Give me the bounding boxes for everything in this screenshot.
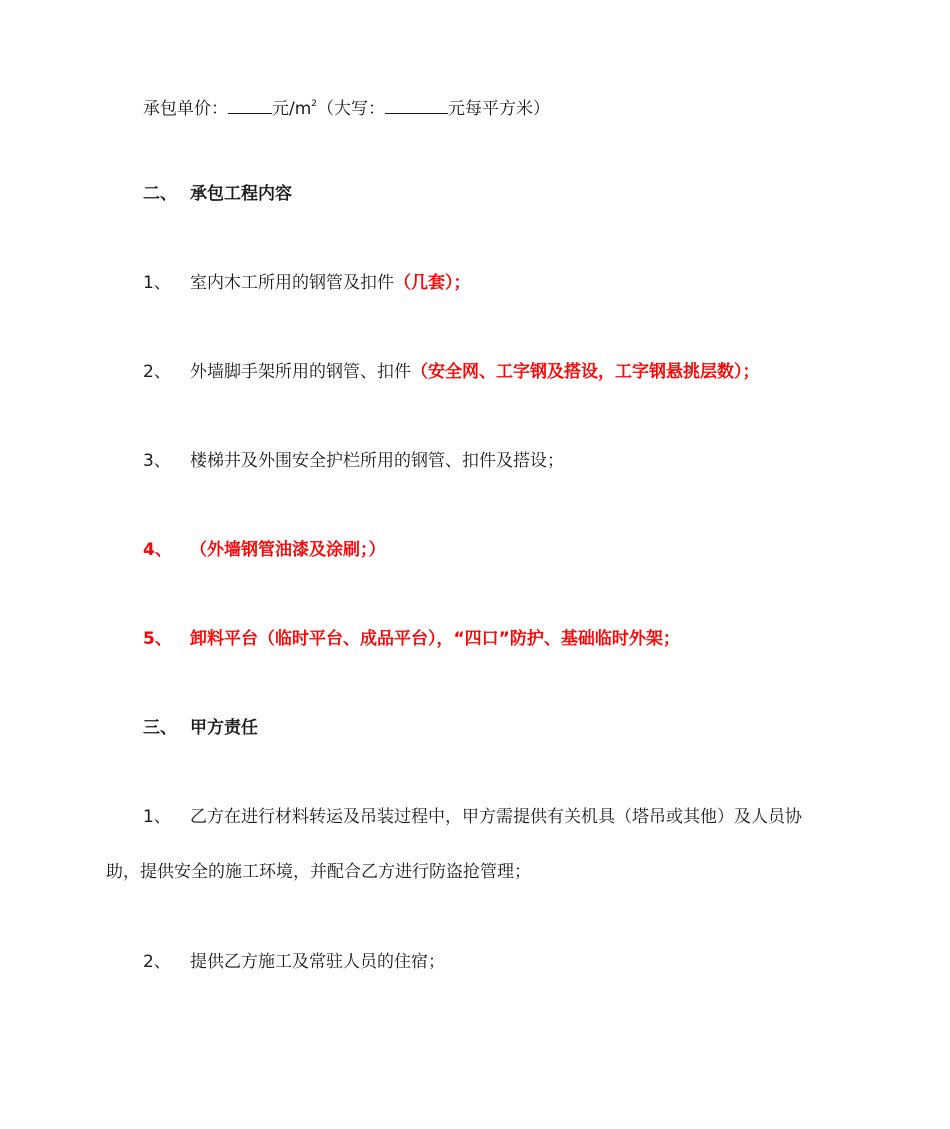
item-number: 5、 xyxy=(143,629,172,649)
list-item xyxy=(143,950,445,974)
section2-number: 二、 xyxy=(143,184,177,204)
price-blank xyxy=(228,96,272,114)
list-item xyxy=(143,360,760,384)
section3-heading xyxy=(143,716,258,740)
item-red-text: 卸料平台（临时平台、成品平台），“四口”防护、基础临时外架； xyxy=(190,629,680,649)
list-item xyxy=(143,627,680,651)
item-number: 1、 xyxy=(143,807,171,827)
item-red-text: （安全网、工字钢及搭设，工字钢悬挑层数）； xyxy=(411,362,760,382)
price-unit: 元/m xyxy=(272,99,312,119)
item-red-text: （几套）； xyxy=(394,273,471,293)
item-text: 提供乙方施工及常驻人员的住宿； xyxy=(190,952,445,972)
section3-title: 甲方责任 xyxy=(190,718,258,738)
item-text: 外墙脚手架所用的钢管、扣件 xyxy=(190,362,411,382)
list-item xyxy=(143,805,802,829)
section2-heading xyxy=(143,182,292,206)
item-number: 1、 xyxy=(143,273,171,293)
list-item xyxy=(143,271,471,295)
item-text: 室内木工所用的钢管及扣件 xyxy=(190,273,394,293)
section3-number: 三、 xyxy=(143,718,177,738)
list-item-continuation xyxy=(106,860,531,884)
item-text: 乙方在进行材料转运及吊装过程中，甲方需提供有关机具（塔吊或其他）及人员协 xyxy=(190,807,802,827)
item-number: 2、 xyxy=(143,362,171,382)
price-label: 承包单价： xyxy=(143,99,228,119)
item-text-continued: 助，提供安全的施工环境，并配合乙方进行防盗抢管理； xyxy=(106,862,531,882)
item-text: 楼梯井及外围安全护栏所用的钢管、扣件及搭设； xyxy=(190,451,564,471)
list-item xyxy=(143,449,564,473)
price-unit-sup: 2 xyxy=(311,99,318,109)
item-red-text: （外墙钢管油漆及涂刷；） xyxy=(190,540,386,560)
list-item xyxy=(143,538,386,562)
section2-title: 承包工程内容 xyxy=(190,184,292,204)
item-number: 4、 xyxy=(143,540,172,560)
item-number: 2、 xyxy=(143,952,171,972)
item-number: 3、 xyxy=(143,451,171,471)
price-caps-blank xyxy=(385,96,448,114)
price-line xyxy=(143,92,550,121)
price-caps-suffix: 元每平方米） xyxy=(448,99,551,119)
price-caps-open: （大写： xyxy=(317,99,386,119)
